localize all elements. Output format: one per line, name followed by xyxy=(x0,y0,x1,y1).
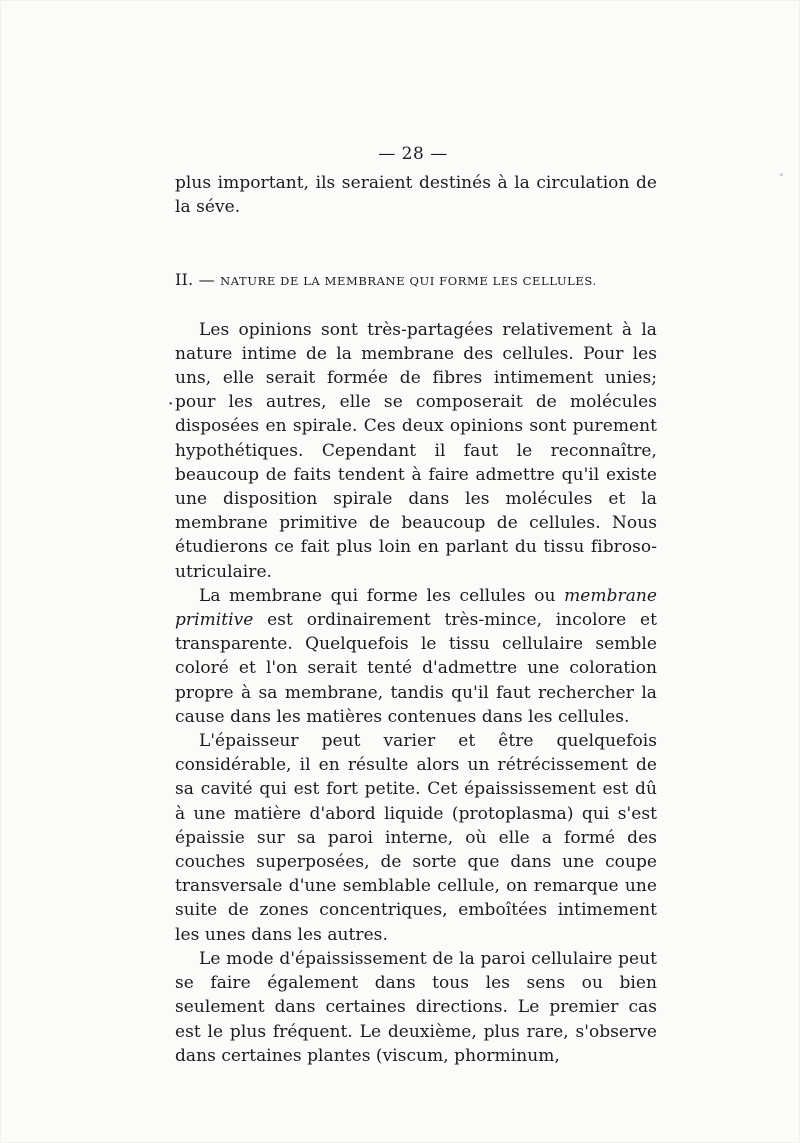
section-title: NATURE DE LA MEMBRANE QUI FORME LES CELLULES. xyxy=(220,274,597,289)
paragraph-thickness: L'épaisseur peut varier et être quelquefois considérable, il en résulte alors un rétrécissement de sa cavité qui est fort petite. Cet épaississement est dû à une matière d'abord liquide (protoplasma) qui s'est épaissie sur sa paroi interne, où elle a formé des couches superposées, de sorte que dans une coupe transversale d'une semblable cellule, on remarque une suite de zones concentriques, emboîtées intimement les unes dans les autres. xyxy=(175,731,657,945)
paragraph-membrane-start: La membrane qui forme les cellules ou xyxy=(199,585,565,606)
paragraph-opinions: Les opinions sont très-partagées relativement à la nature intime de la membrane des cellules. Pour les uns, elle serait formée de fibres intimement unies; pour les autres, elle se composerait de molécules disposées en spirale. Ces deux opinions sont purement hypothétiques. Cependant il faut le reconnaître, beaucoup de faits tendent à faire admettre qu'il existe une disposition spirale dans les molécules et la membrane primitive de beaucoup de cellules. Nous étudierons ce fait plus loin en parlant du tissu fibroso-utriculaire. xyxy=(175,319,657,582)
italic-term: membrane primitive xyxy=(175,585,657,631)
paragraph-membrane-end: est ordinairement très-mince, incolore et transparente. Quelquefois le tissu cellulaire semble coloré et l'on serait tenté d'admettre une coloration propre à sa membrane, tandis qu'il faut rechercher la cause dans les matières contenues dans les cellules. xyxy=(175,610,657,727)
paragraph-thickening-mode: Le mode d'épaississement de la paroi cellulaire peut se faire également dans tous les sens ou bien seulement dans certaines directions. Le premier cas est le plus fréquent. Le deuxième, plus rare, s'observe dans certaines plantes (viscum, phorminum, xyxy=(175,948,657,1066)
paragraph-membrane xyxy=(175,584,657,729)
section-heading xyxy=(175,268,657,293)
opening-paragraph: plus important, ils seraient destinés à la circulation de la séve. xyxy=(175,173,657,218)
margin-dot-mark: • xyxy=(168,400,174,410)
page-number: — 28 — xyxy=(378,144,448,164)
margin-speck-mark: ◦ xyxy=(779,171,785,181)
section-numeral: II. — xyxy=(175,270,215,290)
body-text xyxy=(175,171,657,1068)
